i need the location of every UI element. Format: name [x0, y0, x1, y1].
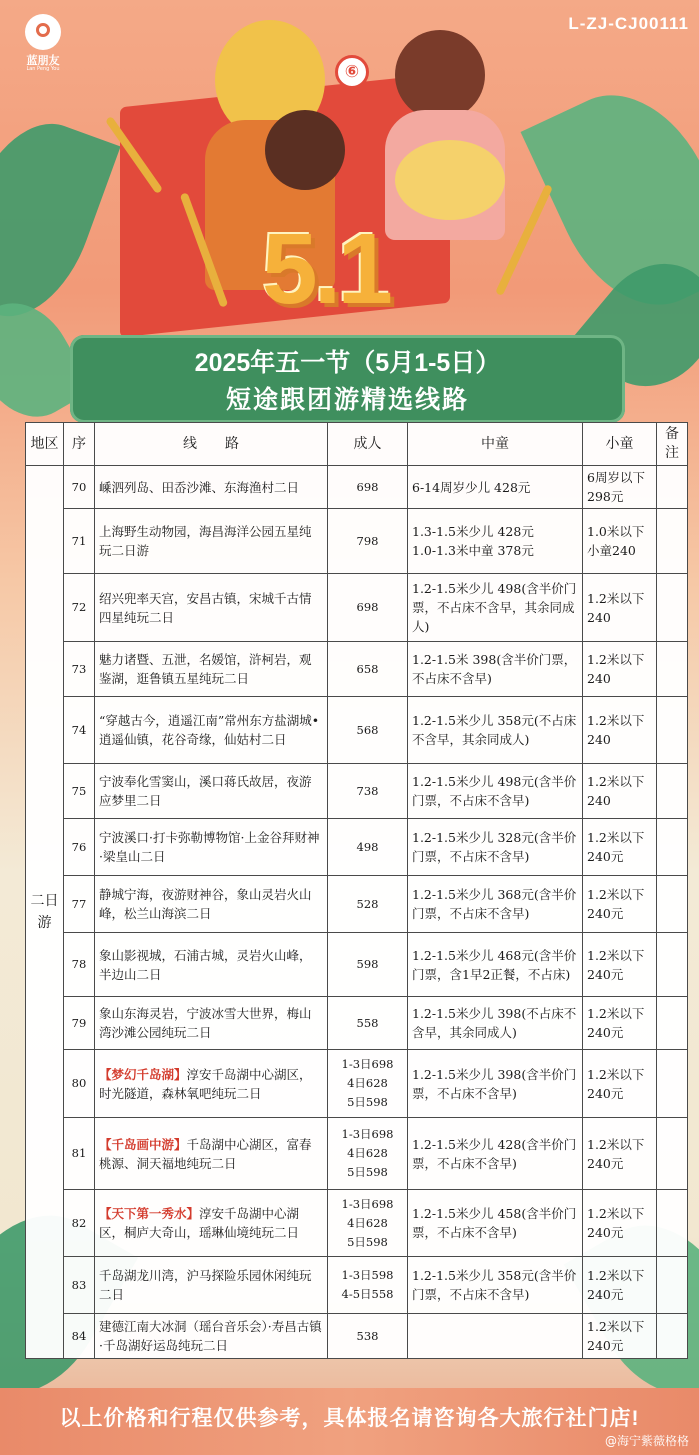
- header-small-child: 小童: [583, 423, 657, 466]
- seq-cell: 82: [64, 1190, 95, 1257]
- seq-cell: 75: [64, 764, 95, 819]
- route-cell: [95, 574, 328, 642]
- route-text: 象山东海灵岩，宁波冰雪大世界，梅山湾沙滩公园纯玩二日: [99, 1006, 312, 1040]
- route-text: “穿越古今，逍遥江南”常州东方盐湖城•逍遥仙镇，花谷奇缘，仙姑村二日: [99, 713, 320, 747]
- small-child-price-cell: 1.2米以下 240元: [583, 1190, 657, 1257]
- route-cell: [95, 1118, 328, 1190]
- seq-cell: 81: [64, 1118, 95, 1190]
- adult-price-cell: 598: [328, 933, 408, 997]
- table-row: [26, 1118, 688, 1190]
- footer-banner: [0, 1388, 699, 1455]
- small-child-price-cell: 1.2米以下 240元: [583, 1257, 657, 1314]
- route-cell: [95, 933, 328, 997]
- note-cell: [657, 1314, 688, 1359]
- table-row: [26, 642, 688, 697]
- seq-cell: 80: [64, 1050, 95, 1118]
- number-badge: ⑥: [335, 55, 369, 89]
- note-cell: [657, 1050, 688, 1118]
- seq-cell: 79: [64, 997, 95, 1050]
- route-text: 嵊泗列岛、田岙沙滩、东海渔村二日: [99, 479, 300, 495]
- middle-child-price-cell: 1.2-1.5米少儿 358元(含半价门票，不占床不含早): [408, 1257, 583, 1314]
- small-child-price-cell: 1.2米以下 240: [583, 642, 657, 697]
- route-cell: [95, 1314, 328, 1359]
- table-row: [26, 1257, 688, 1314]
- middle-child-price-cell: 1.2-1.5米少儿 428(含半价门票，不占床不含早): [408, 1118, 583, 1190]
- table-row: [26, 509, 688, 574]
- seq-cell: 71: [64, 509, 95, 574]
- seq-cell: 73: [64, 642, 95, 697]
- middle-child-price-cell: 1.2-1.5米少儿 328元(含半价门票，不占床不含早): [408, 819, 583, 876]
- small-child-price-cell: 1.2米以下 240元: [583, 997, 657, 1050]
- adult-price-cell: 568: [328, 697, 408, 764]
- small-child-price-cell: 1.2米以下 240元: [583, 1314, 657, 1359]
- seq-cell: 78: [64, 933, 95, 997]
- route-cell: [95, 509, 328, 574]
- adult-price-cell: 528: [328, 876, 408, 933]
- note-cell: [657, 819, 688, 876]
- seq-cell: 83: [64, 1257, 95, 1314]
- adult-price-cell: 1-3日598 4-5日558: [328, 1257, 408, 1314]
- small-child-price-cell: 1.0米以下小童240: [583, 509, 657, 574]
- middle-child-price-cell: 1.2-1.5米少儿 368元(含半价门票，不占床不含早): [408, 876, 583, 933]
- seq-cell: 76: [64, 819, 95, 876]
- note-cell: [657, 1190, 688, 1257]
- adult-price-cell: 1-3日698 4日628 5日598: [328, 1050, 408, 1118]
- title-line1: 2025年五一节（5月1-5日）: [194, 349, 501, 377]
- route-text: 千岛湖龙川湾，沪马探险乐园休闲纯玩二日: [99, 1268, 312, 1302]
- small-child-price-cell: 1.2米以下 240元: [583, 876, 657, 933]
- small-child-price-cell: 1.2米以下 240: [583, 574, 657, 642]
- adult-price-cell: 498: [328, 819, 408, 876]
- note-cell: [657, 997, 688, 1050]
- brand-logo: [20, 14, 66, 74]
- footer-disclaimer: 以上价格和行程仅供参考，具体报名请咨询各大旅行社门店!: [59, 1407, 640, 1430]
- logo-subtitle: Lan Peng You: [26, 66, 60, 72]
- route-text: 淳安千岛湖中心湖区，时光隧道，森林氧吧纯玩二日: [99, 1066, 312, 1101]
- route-text: 宁波溪口·打卡弥勒博物馆·上金谷拜财神·梁皇山二日: [99, 830, 320, 864]
- middle-child-price-cell: 1.2-1.5米少儿 398(不占床不含早，其余同成人): [408, 997, 583, 1050]
- note-cell: [657, 574, 688, 642]
- note-cell: [657, 466, 688, 509]
- middle-child-price-cell: 1.2-1.5米 398(含半价门票，不占床不含早): [408, 642, 583, 697]
- middle-child-price-cell: [408, 1314, 583, 1359]
- seq-cell: 72: [64, 574, 95, 642]
- route-cell: [95, 642, 328, 697]
- nurse-figure: [395, 30, 485, 120]
- route-text: 上海野生动物园，海昌海洋公园五星纯玩二日游: [99, 524, 312, 558]
- header-seq: 序: [64, 423, 95, 466]
- region-cell: 二日游: [26, 466, 64, 1359]
- table-row: [26, 819, 688, 876]
- adult-price-cell: 538: [328, 1314, 408, 1359]
- middle-child-price-cell: 1.2-1.5米少儿 498元(含半价门票，不占床不含早): [408, 764, 583, 819]
- header-route: 线 路: [95, 423, 328, 466]
- small-child-price-cell: 1.2米以下 240元: [583, 819, 657, 876]
- note-cell: [657, 1118, 688, 1190]
- route-text: 建德江南大冰洞（瑶台音乐会）·寿昌古镇·千岛湖好运岛纯玩二日: [99, 1319, 322, 1353]
- adult-price-cell: 558: [328, 997, 408, 1050]
- document-code: L-ZJ-CJ00111: [568, 14, 689, 33]
- adult-price-cell: 738: [328, 764, 408, 819]
- table-row: [26, 466, 688, 509]
- note-cell: [657, 933, 688, 997]
- route-cell: [95, 876, 328, 933]
- note-cell: [657, 1257, 688, 1314]
- table-header-row: [26, 423, 688, 466]
- note-cell: [657, 509, 688, 574]
- route-text: 绍兴兜率天宫，安昌古镇，宋城千古情四星纯玩二日: [99, 590, 312, 625]
- small-child-price-cell: 1.2米以下 240元: [583, 1050, 657, 1118]
- route-cell: [95, 997, 328, 1050]
- table-row: [26, 1050, 688, 1118]
- teacher-figure: [265, 110, 345, 190]
- table-row: [26, 997, 688, 1050]
- note-cell: [657, 876, 688, 933]
- adult-price-cell: 658: [328, 642, 408, 697]
- small-child-price-cell: 1.2米以下 240: [583, 764, 657, 819]
- route-cell: [95, 1190, 328, 1257]
- route-text: 象山影视城，石浦古城，灵岩火山峰，半边山二日: [99, 947, 312, 982]
- small-child-price-cell: 6周岁以下 298元: [583, 466, 657, 509]
- middle-child-price-cell: 1.2-1.5米少儿 358元(不占床不含早，其余同成人): [408, 697, 583, 764]
- table-row: [26, 697, 688, 764]
- note-cell: [657, 697, 688, 764]
- route-text: 千岛湖中心湖区，富春桃源、洞天福地纯玩二日: [99, 1136, 312, 1171]
- middle-child-price-cell: 6-14周岁少儿 428元: [408, 466, 583, 509]
- small-child-price-cell: 1.2米以下 240元: [583, 933, 657, 997]
- seq-cell: 77: [64, 876, 95, 933]
- table-row: [26, 933, 688, 997]
- route-text: 魅力诸暨、五泄，名媛馆，浒柯岩，观鉴湖，逛鲁镇五星纯玩二日: [99, 652, 312, 686]
- table-row: [26, 1314, 688, 1359]
- adult-price-cell: 698: [328, 574, 408, 642]
- middle-child-price-cell: 1.2-1.5米少儿 468元(含半价门票，含1早2正餐，不占床): [408, 933, 583, 997]
- adult-price-cell: 798: [328, 509, 408, 574]
- route-cell: [95, 697, 328, 764]
- watermark: @海宁紫薇格格: [604, 1434, 689, 1448]
- adult-price-cell: 1-3日698 4日628 5日598: [328, 1118, 408, 1190]
- route-cell: [95, 819, 328, 876]
- routes-table: [25, 422, 688, 1359]
- route-cell: [95, 466, 328, 509]
- title-line2: 短途跟团游精选线路: [225, 386, 469, 414]
- middle-child-price-cell: 1.2-1.5米少儿 398(含半价门票，不占床不含早): [408, 1050, 583, 1118]
- table-row: [26, 1190, 688, 1257]
- logo-icon: [25, 14, 61, 50]
- title-banner: [70, 335, 625, 423]
- holiday-number: 5.1: [262, 213, 390, 325]
- table-row: [26, 876, 688, 933]
- small-child-price-cell: 1.2米以下 240: [583, 697, 657, 764]
- table-row: [26, 574, 688, 642]
- adult-price-cell: 1-3日698 4日628 5日598: [328, 1190, 408, 1257]
- middle-child-price-cell: 1.2-1.5米少儿 458(含半价门票，不占床不含早): [408, 1190, 583, 1257]
- route-cell: [95, 1257, 328, 1314]
- route-cell: [95, 1050, 328, 1118]
- note-cell: [657, 764, 688, 819]
- farmer-figure: [395, 140, 505, 220]
- route-cell: [95, 764, 328, 819]
- seq-cell: 84: [64, 1314, 95, 1359]
- route-text: 淳安千岛湖中心湖区，桐庐大奇山，瑶琳仙境纯玩二日: [99, 1206, 300, 1240]
- seq-cell: 74: [64, 697, 95, 764]
- header-note: 备注: [657, 423, 688, 466]
- small-child-price-cell: 1.2米以下 240元: [583, 1118, 657, 1190]
- route-text: 宁波奉化雪窦山，溪口蒋氏故居，夜游应梦里二日: [99, 774, 312, 808]
- leaf-decoration: [0, 106, 121, 335]
- note-cell: [657, 642, 688, 697]
- seq-cell: 70: [64, 466, 95, 509]
- logo-name: 蓝朋友: [26, 54, 60, 67]
- route-tag: 【梦幻千岛湖】: [99, 1066, 187, 1082]
- route-tag: 【千岛画中游】: [99, 1136, 187, 1152]
- route-text: 静城宁海，夜游财神谷，象山灵岩火山峰，松兰山海滨二日: [99, 887, 312, 921]
- header-adult: 成人: [328, 423, 408, 466]
- middle-child-price-cell: 1.2-1.5米少儿 498(含半价门票，不占床不含早，其余同成人): [408, 574, 583, 642]
- table-row: [26, 764, 688, 819]
- adult-price-cell: 698: [328, 466, 408, 509]
- header-middle-child: 中童: [408, 423, 583, 466]
- route-tag: 【天下第一秀水】: [99, 1206, 200, 1221]
- header-region: 地区: [26, 423, 64, 466]
- middle-child-price-cell: 1.3-1.5米少儿 428元 1.0-1.3米中童 378元: [408, 509, 583, 574]
